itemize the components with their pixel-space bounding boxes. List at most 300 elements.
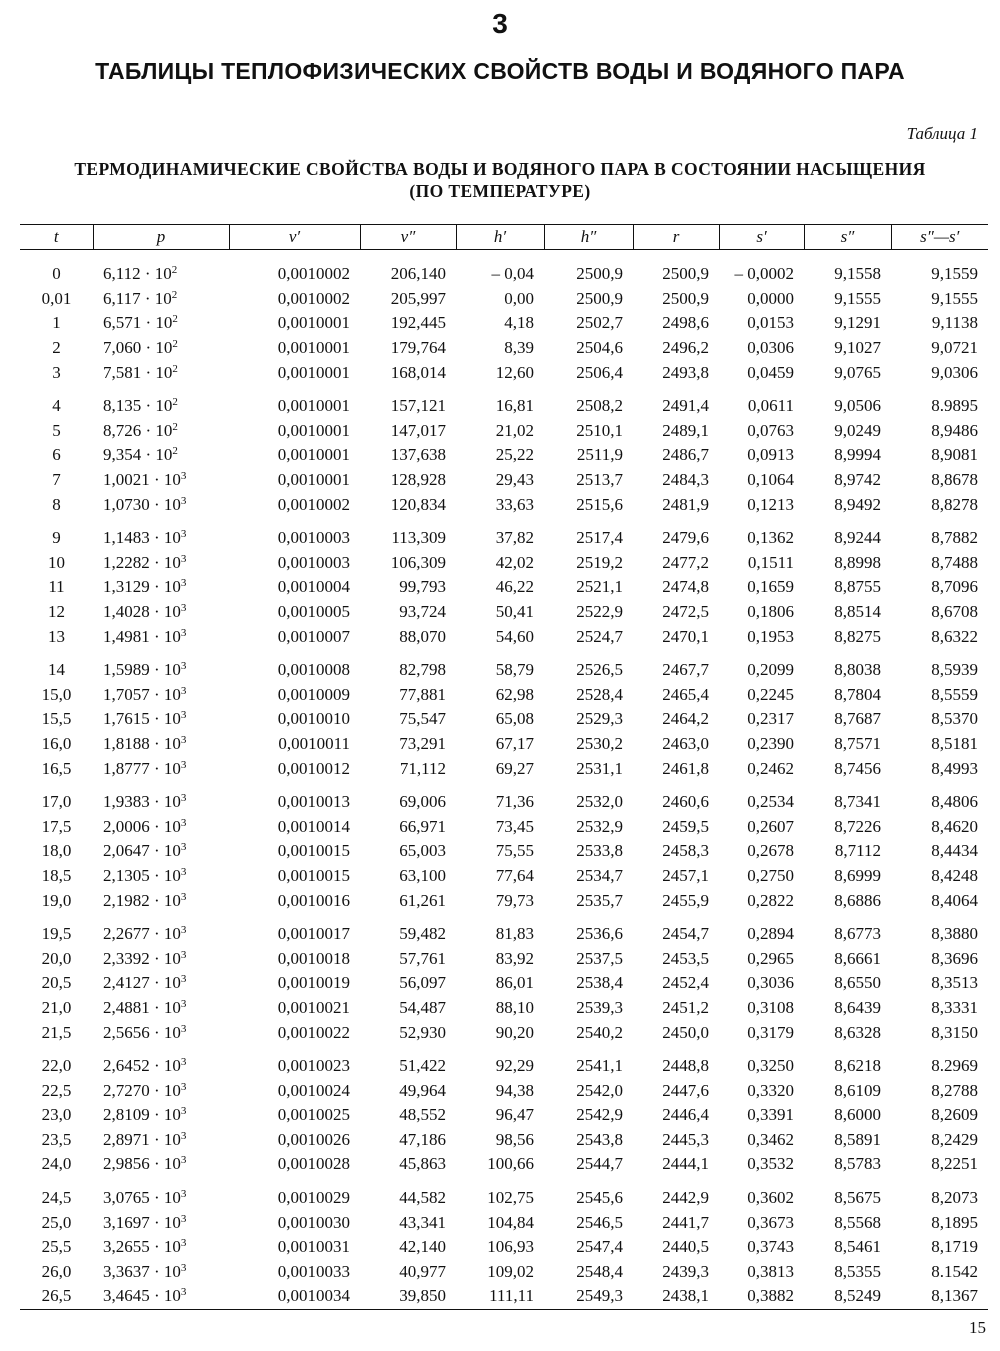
cell-s1: 0,2099	[747, 660, 794, 680]
cell-p	[93, 707, 229, 732]
cell-s2: 8,8998	[834, 552, 881, 572]
cell-h1: 67,17	[495, 733, 534, 753]
cell-p-exponent: 2	[171, 264, 178, 277]
cell-h1: 21,02	[495, 420, 534, 440]
cell-t: 4	[52, 396, 61, 416]
cell-p-mantissa: 2,1305 · 10	[103, 865, 181, 885]
cell-r: 2491,4	[662, 396, 709, 416]
cell-p-mantissa: 1,8777 · 10	[103, 758, 181, 778]
cell-p-mantissa: 1,5989 · 10	[103, 660, 181, 680]
cell-t: 14	[48, 660, 65, 680]
cell-v2: 137,638	[390, 445, 446, 465]
cell-p-mantissa: 1,4028 · 10	[103, 602, 181, 622]
cell-v1: 0,0010026	[277, 1129, 350, 1149]
cell-v2: 59,482	[399, 924, 446, 944]
cell-v1: 0,0010034	[229, 1284, 360, 1309]
cell-p	[93, 1078, 229, 1103]
cell-t: 21,0	[41, 997, 72, 1017]
cell-r: 2454,7	[662, 924, 709, 944]
cell-t: 19,5	[41, 924, 72, 944]
cell-r: 2486,7	[662, 445, 709, 465]
cell-s2: 8,5461	[834, 1237, 881, 1257]
table-row	[20, 1103, 988, 1128]
table-row	[20, 1260, 988, 1285]
cell-s-diff: 8,4248	[931, 865, 978, 885]
col-header-t: t	[20, 225, 93, 250]
cell-s-diff: 8,7488	[931, 552, 978, 572]
cell-s1: 0,3391	[747, 1105, 794, 1125]
table-row	[20, 864, 988, 889]
cell-r: 2453,5	[662, 948, 709, 968]
cell-h1: 46,22	[495, 577, 534, 597]
cell-v1: 0,0010009	[277, 684, 350, 704]
page-number: 15	[969, 1318, 986, 1337]
cell-h2: 2522,9	[576, 602, 623, 622]
cell-p-exponent: 3	[180, 1261, 187, 1274]
table-row	[20, 1020, 988, 1045]
cell-s-diff: 8,9081	[931, 445, 978, 465]
cell-h1: 88,10	[495, 997, 534, 1017]
cell-v2: 128,928	[390, 470, 446, 490]
cell-v1: 0,0010031	[277, 1237, 350, 1257]
cell-r: 2459,5	[662, 816, 709, 836]
table-row	[20, 600, 988, 625]
cell-p	[93, 814, 229, 839]
table-row	[20, 250, 988, 287]
cell-p	[93, 443, 229, 468]
cell-p	[93, 624, 229, 649]
table-row	[20, 707, 988, 732]
cell-p	[93, 1235, 229, 1260]
cell-v1: 0,0010015	[277, 865, 350, 885]
cell-r: 2461,8	[662, 758, 709, 778]
cell-r: 2439,3	[662, 1261, 709, 1281]
cell-p-exponent: 3	[180, 733, 187, 746]
cell-v1: 0,0010016	[277, 890, 350, 910]
cell-p	[93, 360, 229, 385]
cell-h2: 2548,4	[576, 1261, 623, 1281]
cell-r: 2498,6	[662, 313, 709, 333]
cell-s1: 0,2245	[747, 684, 794, 704]
table-row	[20, 1045, 988, 1079]
cell-t: 1	[52, 313, 61, 333]
cell-s2: 8,7456	[834, 758, 881, 778]
cell-h1: 111,11	[456, 1284, 544, 1309]
cell-s-diff: 8,1367	[891, 1284, 988, 1309]
cell-p	[93, 971, 229, 996]
cell-r: 2479,6	[662, 528, 709, 548]
table-row	[20, 1152, 988, 1177]
cell-v1: 0,0010002	[277, 264, 350, 284]
cell-h1: 50,41	[495, 602, 534, 622]
table-row	[20, 814, 988, 839]
table-row	[20, 1128, 988, 1153]
cell-h1: 8,39	[504, 338, 534, 358]
cell-t: 13	[48, 626, 65, 646]
cell-p-exponent: 3	[180, 1154, 187, 1167]
cell-p	[93, 1045, 229, 1079]
cell-p	[93, 336, 229, 361]
cell-s1: 0,2317	[747, 709, 794, 729]
cell-v2: 71,112	[399, 758, 446, 778]
cell-p-exponent: 3	[180, 1237, 187, 1250]
cell-h2: 2533,8	[576, 841, 623, 861]
cell-s-diff: 9,0721	[931, 338, 978, 358]
cell-r: 2467,7	[662, 660, 709, 680]
cell-v2: 77,881	[399, 684, 446, 704]
cell-h2: 2541,1	[576, 1056, 623, 1076]
cell-v1: 0,0010005	[277, 602, 350, 622]
cell-r: 2477,2	[662, 552, 709, 572]
cell-h2: 2502,7	[576, 313, 623, 333]
cell-v2: 93,724	[399, 602, 446, 622]
cell-s-diff: 8,1719	[931, 1237, 978, 1257]
cell-r: 2489,1	[662, 420, 709, 440]
cell-h1: 16,81	[495, 396, 534, 416]
cell-p-mantissa: 1,3129 · 10	[103, 577, 181, 597]
cell-p-exponent: 3	[180, 924, 187, 937]
cell-h2: 2539,3	[576, 997, 623, 1017]
cell-p-exponent: 3	[180, 1056, 187, 1069]
cell-h2: 2500,9	[576, 288, 623, 308]
cell-v2: 48,552	[399, 1105, 446, 1125]
cell-v2: 44,582	[399, 1188, 446, 1208]
cell-p-mantissa: 3,3637 · 10	[103, 1261, 181, 1281]
cell-s-diff: 9,0306	[931, 362, 978, 382]
cell-h2: 2540,2	[576, 1022, 623, 1042]
cell-r: 2500,9	[662, 264, 709, 284]
col-header-s1: s′	[719, 225, 804, 250]
cell-p-exponent: 3	[180, 1022, 187, 1035]
cell-v2: 40,977	[399, 1261, 446, 1281]
cell-s1: 0,1213	[747, 494, 794, 514]
cell-v1: 0,0010004	[277, 577, 350, 597]
cell-p-exponent: 3	[180, 602, 187, 615]
col-header-s-diff: s″—s′	[891, 225, 988, 250]
cell-p-mantissa: 2,8971 · 10	[103, 1129, 181, 1149]
cell-s1: 0,3673	[747, 1212, 794, 1232]
cell-t: 10	[48, 552, 65, 572]
cell-p-mantissa: 8,135 · 10	[103, 396, 173, 416]
cell-v2: 88,070	[399, 626, 446, 646]
cell-r: 2447,6	[662, 1080, 709, 1100]
cell-r: 2474,8	[662, 577, 709, 597]
cell-r: 2500,9	[662, 288, 709, 308]
cell-p-mantissa: 2,0647 · 10	[103, 841, 181, 861]
cell-v2: 206,140	[390, 264, 446, 284]
cell-p-exponent: 3	[180, 709, 187, 722]
cell-s2: 8,9994	[834, 445, 881, 465]
cell-v1: 0,0010030	[277, 1212, 350, 1232]
cell-h2: 2532,0	[576, 792, 623, 812]
cell-v1: 0,0010003	[277, 528, 350, 548]
cell-s-diff: 8,4434	[931, 841, 978, 861]
cell-h2: 2546,5	[576, 1212, 623, 1232]
table-row	[20, 1177, 988, 1211]
cell-s2: 8,6550	[834, 973, 881, 993]
cell-s1: 0,2390	[747, 733, 794, 753]
cell-h1: 25,22	[495, 445, 534, 465]
cell-h1: 109,02	[487, 1261, 534, 1281]
cell-r: 2446,4	[662, 1105, 709, 1125]
cell-s2: 8,9492	[834, 494, 881, 514]
table-row	[20, 287, 988, 312]
cell-p-exponent: 3	[180, 552, 187, 565]
cell-p-exponent: 2	[172, 445, 178, 458]
cell-r: 2493,8	[662, 362, 709, 382]
cell-h1: 83,92	[495, 948, 534, 968]
cell-s2: 8,5249	[804, 1284, 891, 1309]
cell-t: 22,0	[41, 1056, 72, 1076]
cell-v1: 0,0010033	[277, 1261, 350, 1281]
table-caption-line-2: (ПО ТЕМПЕРАТУРЕ)	[409, 181, 591, 201]
cell-h1: 86,01	[495, 973, 534, 993]
cell-p	[93, 946, 229, 971]
cell-s1: 0,2534	[747, 792, 794, 812]
cell-h2: 2542,0	[576, 1080, 623, 1100]
cell-v1: 0,0010001	[277, 396, 350, 416]
cell-p-mantissa: 1,0730 · 10	[103, 494, 181, 514]
table-row	[20, 683, 988, 708]
cell-v2: 45,863	[399, 1154, 446, 1174]
cell-p-exponent: 2	[172, 362, 178, 375]
cell-s2: 8,7112	[834, 841, 881, 861]
table-row	[20, 443, 988, 468]
cell-p-mantissa: 2,0006 · 10	[103, 816, 181, 836]
cell-p	[93, 551, 229, 576]
cell-p-exponent: 3	[180, 660, 187, 673]
cell-v2: 65,003	[399, 841, 446, 861]
cell-s-diff: 8,8678	[931, 470, 978, 490]
chapter-number: 3	[492, 8, 508, 39]
table-row	[20, 649, 988, 683]
cell-s1: 0,1064	[747, 470, 794, 490]
cell-h2: 2513,7	[576, 470, 623, 490]
cell-s-diff: 9,1138	[931, 313, 978, 333]
cell-h1: 90,20	[495, 1022, 534, 1042]
cell-s1: 0,2678	[747, 841, 794, 861]
cell-s-diff: 8,3513	[931, 973, 978, 993]
cell-h1: 37,82	[495, 528, 534, 548]
cell-t: 11	[48, 577, 65, 597]
cell-s1: 0,3179	[747, 1022, 794, 1042]
cell-s-diff: 8,3880	[931, 924, 978, 944]
col-header-p: p	[93, 225, 229, 250]
cell-p-mantissa: 8,726 · 10	[103, 420, 173, 440]
cell-p-mantissa: 9,354 · 10	[103, 445, 173, 465]
cell-t: 16,5	[41, 758, 72, 778]
cell-s1: 0,3462	[747, 1129, 794, 1149]
cell-p	[93, 864, 229, 889]
table-caption-line-1: ТЕРМОДИНАМИЧЕСКИЕ СВОЙСТВА ВОДЫ И ВОДЯНОГО ПАРА В СОСТОЯНИИ НАСЫЩЕНИЯ	[74, 159, 926, 179]
cell-h1: 29,43	[495, 470, 534, 490]
cell-p-exponent: 3	[180, 528, 187, 541]
cell-r: 2444,1	[662, 1154, 709, 1174]
cell-v2: 52,930	[399, 1022, 446, 1042]
cell-p-exponent: 3	[180, 494, 187, 507]
cell-p-mantissa: 1,8188 · 10	[103, 733, 181, 753]
table-row	[20, 575, 988, 600]
cell-r: 2452,4	[662, 973, 709, 993]
cell-s-diff: 8,4064	[931, 890, 978, 910]
cell-s1: 0,3320	[747, 1080, 794, 1100]
cell-s-diff: 8,1895	[931, 1212, 978, 1232]
cell-s-diff: 8,5181	[931, 733, 978, 753]
cell-s1: 0,3743	[747, 1237, 794, 1257]
cell-p-mantissa: 3,4645 · 10	[103, 1286, 181, 1306]
cell-h2: 2531,1	[576, 758, 623, 778]
cell-s-diff: 8,2429	[931, 1129, 978, 1149]
cell-s1: 0,0611	[747, 396, 794, 416]
cell-p-mantissa: 2,6452 · 10	[103, 1056, 181, 1076]
table-body	[20, 250, 988, 1310]
cell-v2: 57,761	[399, 948, 446, 968]
cell-v2: 75,547	[399, 709, 446, 729]
cell-h1: 96,47	[495, 1105, 534, 1125]
cell-t: 25,5	[41, 1237, 72, 1257]
cell-p-mantissa: 3,1697 · 10	[103, 1212, 181, 1232]
cell-t: 24,0	[41, 1154, 72, 1174]
cell-v1: 0,0010025	[277, 1105, 350, 1125]
cell-r: 2464,2	[662, 709, 709, 729]
cell-t: 9	[52, 528, 61, 548]
cell-s2: 8,6439	[834, 997, 881, 1017]
cell-p-exponent: 2	[172, 420, 178, 433]
cell-s2: 8,6999	[834, 865, 881, 885]
col-header-h2: h″	[544, 225, 633, 250]
cell-r: 2451,2	[662, 997, 709, 1017]
cell-r: 2481,9	[662, 494, 709, 514]
cell-p-exponent: 3	[180, 1286, 187, 1299]
cell-s-diff: 9,1555	[931, 288, 978, 308]
cell-p-mantissa: 2,1982 · 10	[103, 890, 181, 910]
cell-p-mantissa: 6,117 · 10	[103, 288, 172, 308]
cell-v1: 0,0010013	[277, 792, 350, 812]
cell-v2: 51,422	[399, 1056, 446, 1076]
cell-p	[93, 996, 229, 1021]
cell-h2: 2504,6	[576, 338, 623, 358]
cell-s2: 9,1555	[834, 288, 881, 308]
table-header-row	[20, 225, 988, 250]
cell-p-exponent: 3	[180, 1080, 187, 1093]
cell-v1: 0,0010015	[277, 841, 350, 861]
cell-v2: 69,006	[399, 792, 446, 812]
cell-v2: 205,997	[390, 288, 446, 308]
cell-s-diff: 8,5370	[931, 709, 978, 729]
table-row	[20, 946, 988, 971]
cell-v1: 0,0010029	[277, 1188, 350, 1208]
cell-v1: 0,0010001	[277, 313, 350, 333]
cell-h2: 2510,1	[576, 420, 623, 440]
cell-h1: 58,79	[495, 660, 534, 680]
table-row	[20, 492, 988, 517]
cell-s1: 0,2822	[747, 890, 794, 910]
cell-r: 2496,2	[662, 338, 709, 358]
cell-r: 2484,3	[662, 470, 709, 490]
cell-h1: 73,45	[495, 816, 534, 836]
cell-s-diff: 8,3150	[931, 1022, 978, 1042]
cell-s1: 0,2965	[747, 948, 794, 968]
cell-s1: 0,2607	[747, 816, 794, 836]
cell-s-diff: 8,3696	[931, 948, 978, 968]
cell-v2: 147,017	[390, 420, 446, 440]
cell-s1: 0,0000	[747, 288, 794, 308]
cell-s-diff: 8,6708	[931, 602, 978, 622]
cell-r: 2445,3	[662, 1129, 709, 1149]
cell-s2: 9,0765	[834, 362, 881, 382]
cell-p	[93, 839, 229, 864]
cell-t: 3	[52, 362, 61, 382]
cell-t: 18,5	[41, 865, 72, 885]
cell-s1: 0,3813	[747, 1261, 794, 1281]
cell-s2: 8,6661	[834, 948, 881, 968]
cell-h1: 94,38	[495, 1080, 534, 1100]
table-row	[20, 336, 988, 361]
cell-h2: 2511,9	[576, 445, 623, 465]
cell-s-diff: 8,5559	[931, 684, 978, 704]
cell-h1: 104,84	[487, 1212, 534, 1232]
table-row	[20, 517, 988, 551]
table-row	[20, 781, 988, 815]
cell-v1: 0,0010002	[277, 494, 350, 514]
table-row	[20, 360, 988, 385]
cell-p-exponent: 3	[180, 1188, 187, 1201]
cell-h1: 0,00	[504, 288, 534, 308]
table-row	[20, 996, 988, 1021]
cell-h1: 92,29	[495, 1056, 534, 1076]
cell-s-diff: 8,7882	[931, 528, 978, 548]
cell-v1: 0,0010023	[277, 1056, 350, 1076]
cell-t: 12	[48, 602, 65, 622]
cell-r: 2450,0	[662, 1022, 709, 1042]
cell-r: 2458,3	[662, 841, 709, 861]
cell-s1: 0,0913	[747, 445, 794, 465]
cell-h2: 2534,7	[576, 865, 623, 885]
cell-p	[93, 756, 229, 781]
cell-p	[93, 913, 229, 947]
cell-v1: 0,0010003	[277, 552, 350, 572]
cell-t: 8	[52, 494, 61, 514]
cell-p-exponent: 3	[180, 758, 187, 771]
cell-r: 2440,5	[662, 1237, 709, 1257]
cell-p	[93, 888, 229, 913]
cell-s-diff: 8,2609	[931, 1105, 978, 1125]
cell-t: 25,0	[41, 1212, 72, 1232]
cell-r: 2448,8	[662, 1056, 709, 1076]
cell-v1: 0,0010008	[277, 660, 350, 680]
cell-h2: 2549,3	[544, 1284, 633, 1309]
cell-v2: 179,764	[390, 338, 446, 358]
cell-h1: 4,18	[504, 313, 534, 333]
cell-v1: 0,0010001	[277, 338, 350, 358]
cell-p-exponent: 3	[180, 948, 187, 961]
cell-t: 26,5	[20, 1284, 93, 1309]
cell-p-mantissa: 1,7615 · 10	[103, 709, 181, 729]
cell-h1: 69,27	[495, 758, 534, 778]
cell-r: 2463,0	[662, 733, 709, 753]
cell-s-diff: 8.1542	[931, 1261, 978, 1281]
cell-h1: 100,66	[487, 1154, 534, 1174]
cell-s2: 9,0249	[834, 420, 881, 440]
cell-v1: 0,0010001	[277, 445, 350, 465]
cell-s2: 8,7571	[834, 733, 881, 753]
cell-v2: 42,140	[399, 1237, 446, 1257]
cell-r: 2442,9	[662, 1188, 709, 1208]
cell-s1: 0,2462	[747, 758, 794, 778]
cell-p	[93, 1210, 229, 1235]
cell-p-mantissa: 1,7057 · 10	[103, 684, 181, 704]
cell-h2: 2508,2	[576, 396, 623, 416]
